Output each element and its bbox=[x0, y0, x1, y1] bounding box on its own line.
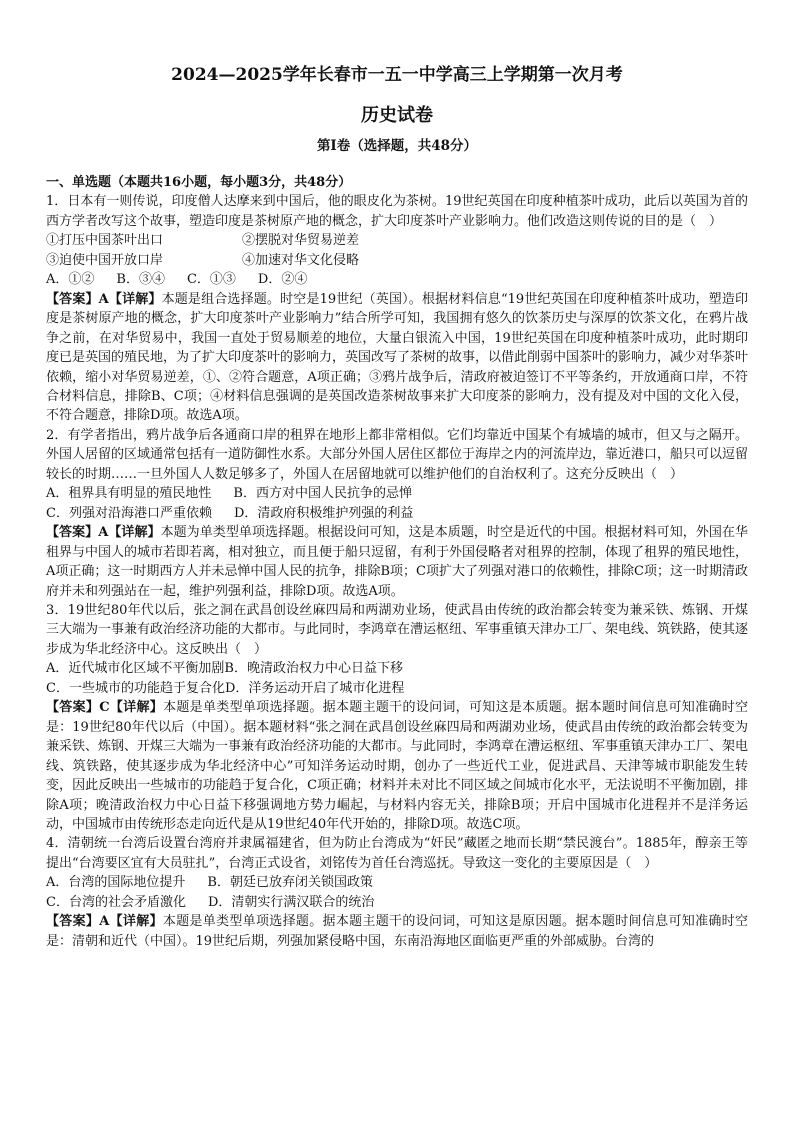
subject-title: 历史试卷 bbox=[361, 105, 433, 126]
choice-c: C．一些城市的功能趋于复合化 bbox=[46, 680, 225, 696]
question-2-answer bbox=[46, 523, 748, 601]
answer-text: 本题是单类型单项选择题。据本题主题干的设问词，可知这是原因题。据本题时间信息可知准确时空是：清朝和近代（中国）。19世纪后期，列强加紧侵略中国，东南沿海地区面临更严重的外部威胁。台湾的 bbox=[46, 914, 748, 949]
choice-a: A．租界具有明显的殖民地性 bbox=[46, 486, 212, 502]
question-3-answer bbox=[46, 698, 748, 834]
question-2-stem: 2．有学者指出，鸦片战争后各通商口岸的租界在地形上都非常相似。它们均靠近中国某个有城墙的城市，但又与之隔开。外国人居留的区域通常包括有一道防御性水系。大部分外国人居住区都位于海岸之内的河流岸边，靠近港口，船只可以逗留较长的时期……一旦外国人人数足够多了，外国人在居留地就可以维护他们的自治权利了。这充分反映出（ ） bbox=[46, 427, 749, 482]
answer-tag: 【答案】A【详解】 bbox=[46, 525, 161, 541]
choice-a: A．台湾的国际地位提升 bbox=[46, 875, 186, 891]
question-1-item: ④加速对华文化侵略 bbox=[242, 252, 360, 268]
exam-title: 2024—2025学年长春市一五一中学高三上学期第一次月考 bbox=[171, 65, 623, 85]
question-2-choices-row2 bbox=[46, 504, 748, 523]
question-4-choices-row1 bbox=[46, 873, 748, 892]
choice-d: D．②④ bbox=[257, 272, 308, 288]
question-3-stem: 3．19世纪80年代以后，张之洞在武昌创设丝麻四局和两湖劝业场，使武昌由传统的政治都会转变为兼采铁、炼钢、开煤三大端为一事兼有政治经济功能的大都市。与此同时，李鸿章在漕运枢纽、军事重镇天津办工厂、架电线、筑铁路，使其逐步成为华北经济中心。这反映出（ ） bbox=[46, 602, 749, 657]
choice-c: C．①③ bbox=[186, 272, 236, 288]
choice-a: A．①② bbox=[46, 272, 95, 288]
choice-d: D．洋务运动开启了城市化进程 bbox=[224, 680, 405, 696]
question-1-item: ②摆脱对华贸易逆差 bbox=[242, 233, 360, 249]
question-1-items bbox=[46, 231, 748, 270]
choice-d: D．清朝实行满汉联合的统治 bbox=[207, 894, 375, 910]
question-1-choices bbox=[46, 270, 748, 289]
choice-b: B．朝廷已放弃闭关锁国政策 bbox=[207, 875, 373, 891]
answer-text: 本题是组合选择题。时空是19世纪（英国）。根据材料信息“19世纪英国在印度种植茶叶成功，塑造印度是茶树原产地的概念，扩大印度茶叶产业影响力”结合所学可知，我国拥有悠久的饮茶历史与深厚的饮茶文化，在鸦片战争之前，在对华贸易中，我国一直处于贸易顺差的地位，大量白银流入中国，19世纪英国在印度种植茶叶成功，此时期印度已是英国的殖民地，为了扩大印度茶叶的影响力，英国改写了茶树的故事，以借此削弱中国茶叶的影响力，减少对华茶叶依赖，缩小对华贸易逆差，①、②符合题意，A项正确；③鸦片战争后，清政府被迫签订不平等条约，开放通商口岸，不符合材料信息，排除B、C项；④材料信息强调的是英国改造茶树故事来扩大印度茶的影响力，没有提及对中国的文化入侵，不符合题意，排除D项。故选A项。 bbox=[46, 291, 749, 424]
question-content bbox=[46, 173, 748, 951]
question-1-stem: 1．日本有一则传说，印度僧人达摩来到中国后，他的眼皮化为茶树。19世纪英国在印度种植茶叶成功，此后以英国为首的西方学者改写这个故事，塑造印度是茶树原产地的概念，扩大印度茶叶产业影响力。他们改造这则传说的目的是（ ） bbox=[46, 194, 748, 229]
question-1-answer bbox=[46, 290, 748, 426]
answer-tag: 【答案】C【详解】 bbox=[46, 700, 164, 716]
question-2-choices-row1 bbox=[46, 484, 748, 503]
question-3-choices-row2 bbox=[46, 679, 748, 698]
question-1-item: ③迫使中国开放口岸 bbox=[46, 252, 164, 268]
question-1-item: ①打压中国茶叶出口 bbox=[46, 233, 164, 249]
question-4-answer bbox=[46, 912, 748, 951]
answer-text: 本题是单类型单项选择题。据本题主题干的设问词，可知这是本质题。据本题时间信息可知准确时空是：19世纪80年代以后（中国）。据本题材料“张之洞在武昌创设丝麻四局和两湖劝业场，使武昌由传统的政治都会转变为兼采铁、炼钢、开煤三大端为一事兼有政治经济功能的大都市。与此同时，李鸿章在漕运枢纽、军事重镇天津办工厂、架电线、筑铁路，使其逐步成为华北经济中心”可知洋务运动时期，创办了一些近代工业，促进武昌、天津等城市职能发生转变，因此反映出一些城市的功能趋于复合化，C项正确；材料并未对比不同区域之间城市化水平，无法说明不平衡加剧，排除A项；晚清政治权力中心日益下移强调地方势力崛起，与材料内容无关，排除B项；开启中国城市化进程并不是洋务运动，中国城市由传统形态走向近代是从19世纪40年代开始的，排除D项。故选C项。 bbox=[46, 700, 749, 832]
choice-b: B．西方对中国人民抗争的忌惮 bbox=[233, 486, 412, 502]
answer-tag: 【答案】A【详解】 bbox=[46, 291, 162, 307]
choice-b: B．③④ bbox=[116, 272, 165, 288]
question-4-choices-row2 bbox=[46, 893, 748, 912]
choice-b: B．晚清政治权力中心日益下移 bbox=[224, 661, 403, 677]
question-3-choices-row1 bbox=[46, 659, 748, 678]
choice-c: C．台湾的社会矛盾激化 bbox=[46, 894, 186, 910]
answer-text: 本题为单类型单项选择题。根据设问可知，这是本质题，时空是近代的中国。根据材料可知，外国在华租界与中国人的城市若即若离，相对独立，而且便于船只逗留，有利于外国侵略者对租界的控制，体现了租界的殖民地性，A项正确；这一时期西方人并未忌惮中国人民的抗争，排除B项；C项扩大了列强对港口的依赖性，排除C项；这一时期清政府并未和列强站在一起，维护列强利益，排除D项。故选A项。 bbox=[46, 525, 749, 599]
choice-a: A．近代城市化区域不平衡加剧 bbox=[46, 661, 225, 677]
part-title: 第Ⅰ卷（选择题，共48分） bbox=[316, 138, 478, 154]
section-heading: 一、单选题（本题共16小题，每小题3分，共48分） bbox=[46, 175, 352, 190]
answer-tag: 【答案】A【详解】 bbox=[46, 914, 163, 930]
choice-c: C．列强对沿海港口严重依赖 bbox=[46, 505, 212, 521]
question-4-stem: 4．清朝统一台湾后设置台湾府并隶属福建省，但为防止台湾成为“奸民”藏匿之地而长期“禁民渡台”。1885年，醇亲王等提出“台湾要区宜有大员驻扎”，台湾正式设省，刘铭传为首任台湾巡抚。导致这一变化的主要原因是（ ） bbox=[46, 836, 748, 871]
choice-d: D．清政府积极维护列强的利益 bbox=[233, 505, 414, 521]
